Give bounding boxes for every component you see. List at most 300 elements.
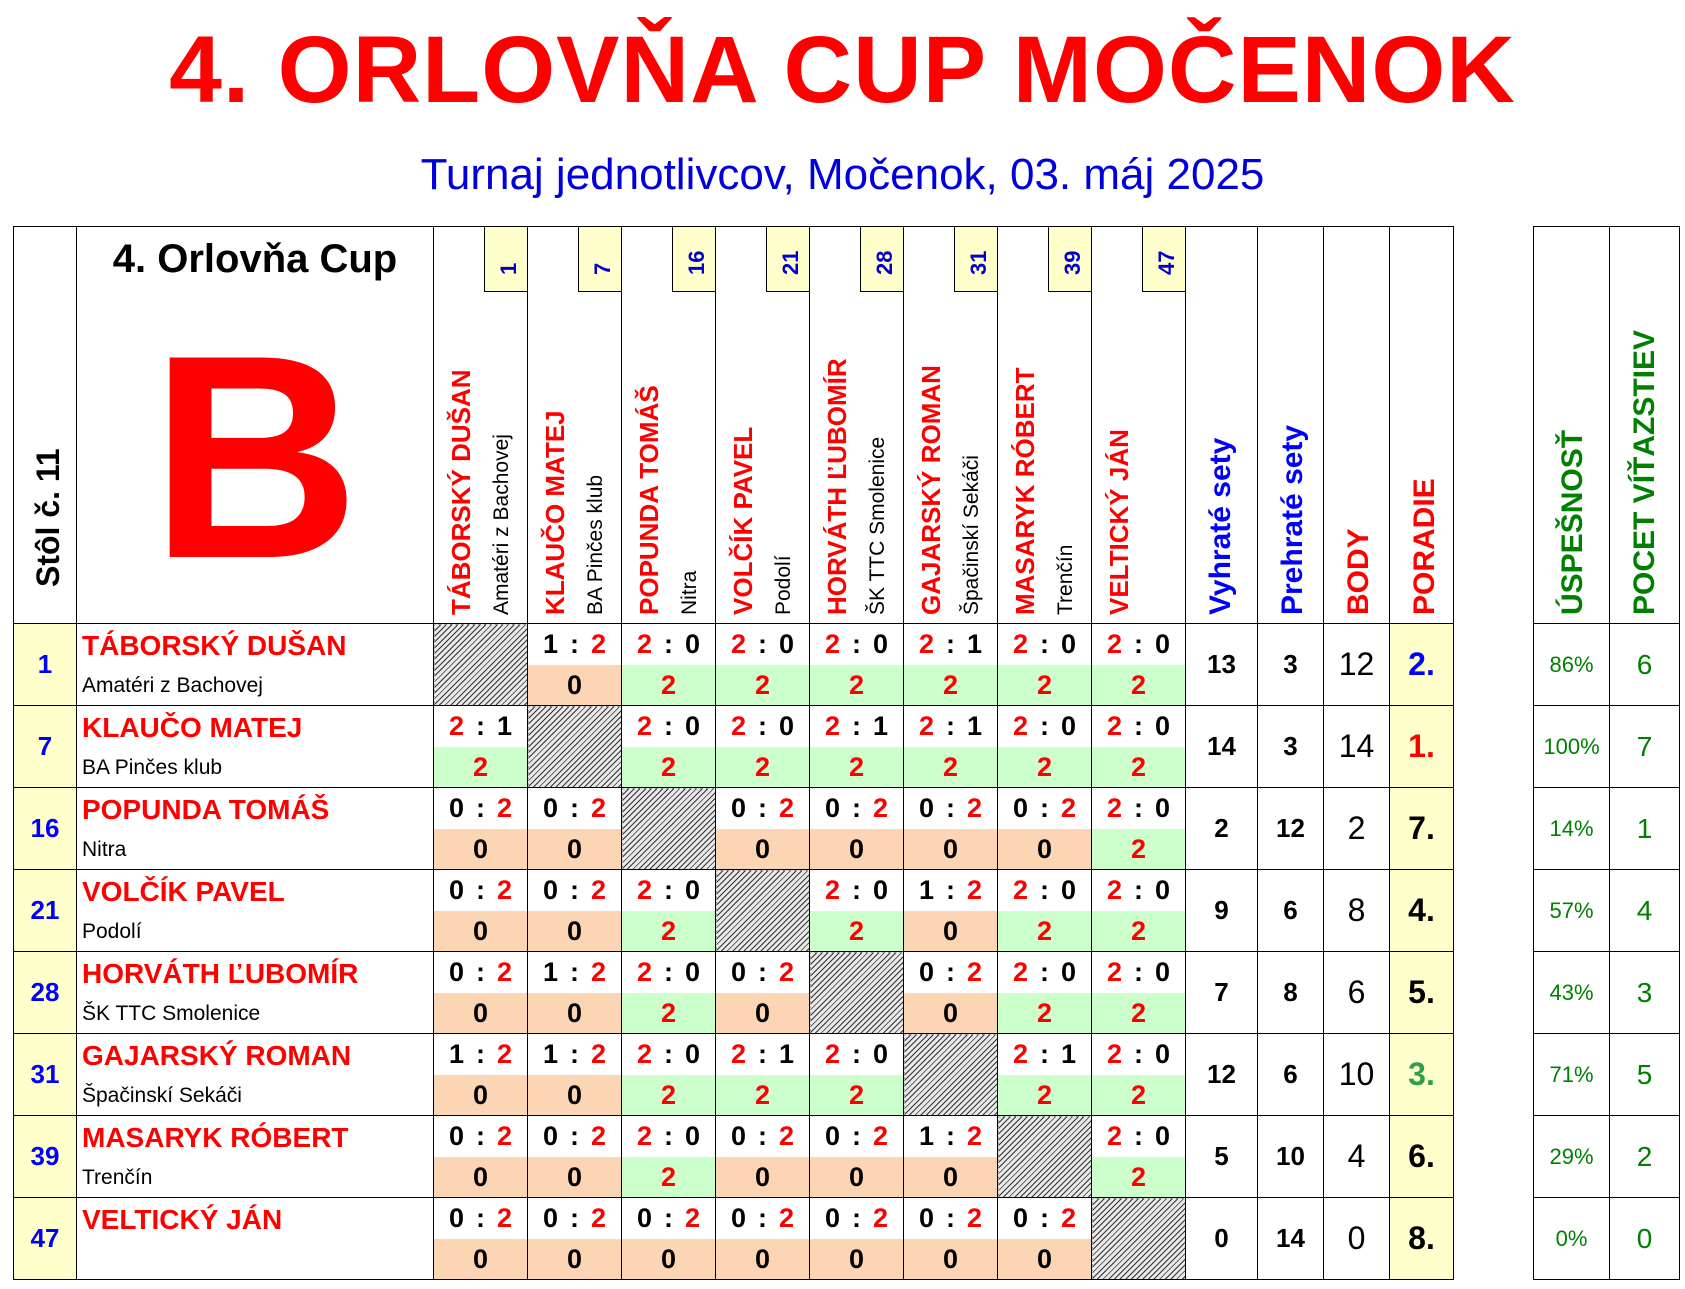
match-score (528, 1198, 621, 1239)
rank: 4. (1390, 870, 1454, 952)
table-row (14, 1116, 1454, 1198)
points: 0 (1324, 1198, 1390, 1280)
sets-against: 0 (1154, 1039, 1171, 1069)
opponent-name: VELTICKÝ JÁN (1104, 429, 1134, 615)
player-number: 21 (14, 870, 77, 952)
player-cell (77, 1116, 434, 1198)
match-points: 2 (998, 747, 1091, 787)
score-separator: : (476, 1121, 485, 1151)
match-points: 0 (528, 665, 621, 705)
lost-sets: 12 (1258, 788, 1324, 870)
sets-for: 0 (448, 875, 465, 905)
match-score (622, 1116, 715, 1157)
sets-against: 2 (496, 875, 513, 905)
match-cell (622, 870, 716, 952)
victory-count: 4 (1610, 870, 1680, 952)
player-cell (77, 788, 434, 870)
victories-header-cell (1610, 227, 1680, 624)
match-score (904, 952, 997, 993)
sets-for: 2 (636, 875, 653, 905)
sets-against: 2 (1060, 793, 1077, 823)
cup-name: 4. Orlovňa Cup (112, 237, 398, 281)
match-points: 2 (622, 993, 715, 1033)
score-separator: : (946, 957, 955, 987)
score-separator: : (570, 629, 579, 659)
match-score (434, 1198, 527, 1239)
player-cell (77, 870, 434, 952)
table-row (14, 870, 1454, 952)
sets-against: 2 (966, 875, 983, 905)
match-points: 2 (998, 911, 1091, 951)
match-points: 2 (810, 747, 903, 787)
opponent-header (716, 227, 810, 624)
match-cell (1092, 1034, 1186, 1116)
sets-for: 2 (636, 711, 653, 741)
match-points: 0 (904, 1239, 997, 1279)
opponent-club: BA Pinčes klub (584, 474, 607, 615)
opponent-number: 1 (496, 262, 521, 275)
table-row (14, 706, 1454, 788)
match-score (528, 1116, 621, 1157)
match-score (622, 1034, 715, 1075)
score-separator: : (852, 1121, 861, 1151)
score-separator: : (852, 1203, 861, 1233)
match-score (1092, 788, 1185, 829)
match-score (998, 706, 1091, 747)
match-score (998, 1034, 1091, 1075)
match-score (622, 706, 715, 747)
score-separator: : (1134, 629, 1143, 659)
opponent-club: Špačinskí Sekáči (960, 455, 983, 615)
victory-count: 3 (1610, 952, 1680, 1034)
victory-count: 0 (1610, 1198, 1680, 1280)
sets-for: 2 (1106, 957, 1123, 987)
score-separator: : (1134, 793, 1143, 823)
opponent-number-box (766, 227, 809, 292)
sets-for: 0 (730, 1203, 747, 1233)
victory-count: 5 (1610, 1034, 1680, 1116)
sets-for: 2 (1012, 1039, 1029, 1069)
match-score (904, 1198, 997, 1239)
score-separator: : (852, 629, 861, 659)
opponent-number: 21 (778, 250, 803, 275)
match-points: 0 (528, 829, 621, 869)
player-number: 31 (14, 1034, 77, 1116)
success-rate: 43% (1534, 952, 1610, 1034)
success-rate: 86% (1534, 624, 1610, 706)
opponent-name: HORVÁTH ĽUBOMÍR (822, 358, 852, 615)
score-separator: : (1040, 793, 1049, 823)
sets-against: 2 (496, 1203, 513, 1233)
match-cell (998, 952, 1092, 1034)
match-score (716, 952, 809, 993)
opponent-club: Amatéri z Bachovej (490, 434, 513, 615)
sets-for: 1 (542, 957, 559, 987)
match-cell (528, 624, 622, 706)
sets-against: 0 (684, 1039, 701, 1069)
match-score (622, 952, 715, 993)
score-separator: : (1040, 875, 1049, 905)
score-separator: : (570, 875, 579, 905)
won-sets: 14 (1186, 706, 1258, 788)
match-points: 0 (998, 1239, 1091, 1279)
match-points: 2 (1092, 829, 1185, 869)
opponent-header (622, 227, 716, 624)
player-cell (77, 624, 434, 706)
match-score (810, 870, 903, 911)
match-points: 2 (810, 1075, 903, 1115)
player-club: BA Pinčes klub (82, 756, 223, 779)
sets-against: 2 (496, 793, 513, 823)
match-points: 0 (810, 1239, 903, 1279)
sets-against: 1 (496, 711, 513, 741)
player-club: Trenčín (82, 1166, 153, 1189)
points-header: BODY (1342, 528, 1375, 615)
match-score (434, 952, 527, 993)
match-points: 0 (434, 829, 527, 869)
match-score (528, 788, 621, 829)
match-score (1092, 952, 1185, 993)
match-cell (904, 1198, 998, 1280)
self-match-cell (1092, 1198, 1186, 1280)
match-score (716, 1198, 809, 1239)
opponent-number-box (1048, 227, 1091, 292)
sets-for: 2 (1106, 711, 1123, 741)
sets-against: 0 (1154, 1121, 1171, 1151)
match-cell (622, 624, 716, 706)
lost-sets: 14 (1258, 1198, 1324, 1280)
sets-for: 2 (636, 1121, 653, 1151)
sets-for: 0 (448, 793, 465, 823)
match-cell (716, 624, 810, 706)
score-separator: : (758, 1121, 767, 1151)
sets-for: 0 (824, 793, 841, 823)
won-sets: 5 (1186, 1116, 1258, 1198)
match-score (528, 952, 621, 993)
opponent-name: KLAUČO MATEJ (540, 410, 570, 615)
match-cell (528, 870, 622, 952)
match-cell (434, 1116, 528, 1198)
match-cell (716, 1116, 810, 1198)
player-cell (77, 706, 434, 788)
rank-header-cell (1390, 227, 1454, 624)
match-cell (998, 624, 1092, 706)
player-name: VELTICKÝ JÁN (82, 1204, 283, 1235)
player-club: Špačinskí Sekáči (82, 1084, 242, 1107)
sets-for: 2 (1106, 1039, 1123, 1069)
match-cell (998, 706, 1092, 788)
score-separator: : (758, 1039, 767, 1069)
match-cell (810, 870, 904, 952)
sets-for: 2 (824, 875, 841, 905)
score-separator: : (758, 711, 767, 741)
score-separator: : (476, 1203, 485, 1233)
match-score (1092, 870, 1185, 911)
stats-row (1534, 952, 1680, 1034)
sets-against: 1 (872, 711, 889, 741)
player-club: Nitra (82, 838, 127, 861)
opponent-name: VOLČÍK PAVEL (728, 426, 758, 615)
score-separator: : (570, 1039, 579, 1069)
sets-against: 2 (590, 629, 607, 659)
match-cell (716, 1198, 810, 1280)
sets-against: 2 (496, 1121, 513, 1151)
score-separator: : (852, 1039, 861, 1069)
score-separator: : (1040, 711, 1049, 741)
sets-for: 0 (918, 793, 935, 823)
player-number: 16 (14, 788, 77, 870)
group-cell (77, 227, 434, 624)
sets-for: 2 (1106, 793, 1123, 823)
sets-against: 2 (778, 793, 795, 823)
match-points: 0 (904, 1157, 997, 1197)
match-points: 0 (716, 1239, 809, 1279)
sets-against: 2 (872, 793, 889, 823)
opponent-number: 16 (684, 250, 709, 275)
score-separator: : (476, 711, 485, 741)
match-score (622, 1198, 715, 1239)
sets-against: 2 (496, 957, 513, 987)
lost-sets: 10 (1258, 1116, 1324, 1198)
group-letter: B (150, 295, 360, 619)
sets-against: 2 (684, 1203, 701, 1233)
sets-against: 0 (1154, 711, 1171, 741)
score-separator: : (1134, 1121, 1143, 1151)
sets-for: 0 (730, 1121, 747, 1151)
sets-for: 0 (730, 957, 747, 987)
opponent-number-box (1142, 227, 1185, 292)
sets-against: 0 (1154, 875, 1171, 905)
match-points: 2 (622, 665, 715, 705)
opponent-name: GAJARSKÝ ROMAN (916, 365, 946, 615)
score-separator: : (664, 711, 673, 741)
player-club: Amatéri z Bachovej (82, 674, 263, 697)
sets-against: 0 (1154, 793, 1171, 823)
score-separator: : (1134, 1039, 1143, 1069)
match-points: 2 (1092, 911, 1185, 951)
player-number: 7 (14, 706, 77, 788)
points: 12 (1324, 624, 1390, 706)
score-separator: : (946, 1121, 955, 1151)
score-separator: : (476, 957, 485, 987)
opponent-club: Podolí (772, 555, 795, 615)
sets-for: 2 (1012, 875, 1029, 905)
stats-row (1534, 624, 1680, 706)
points-header-cell (1324, 227, 1390, 624)
sets-against: 2 (966, 793, 983, 823)
victories-header: POCET VÍŤAZSTIEV (1628, 329, 1661, 615)
match-points: 2 (810, 911, 903, 951)
match-cell (622, 706, 716, 788)
opponent-club: ŠK TTC Smolenice (866, 436, 889, 615)
rank: 8. (1390, 1198, 1454, 1280)
match-score (528, 624, 621, 665)
table-row (14, 1198, 1454, 1280)
sets-for: 0 (542, 1121, 559, 1151)
self-match-cell (434, 624, 528, 706)
player-name: MASARYK RÓBERT (82, 1122, 349, 1153)
player-cell (77, 1198, 434, 1280)
match-score (434, 788, 527, 829)
match-score (528, 1034, 621, 1075)
sets-against: 0 (684, 1121, 701, 1151)
sets-against: 2 (966, 1203, 983, 1233)
sets-against: 0 (684, 875, 701, 905)
rank: 1. (1390, 706, 1454, 788)
opponent-header (528, 227, 622, 624)
match-score (998, 870, 1091, 911)
score-separator: : (664, 875, 673, 905)
victory-count: 1 (1610, 788, 1680, 870)
victory-count: 6 (1610, 624, 1680, 706)
sets-for: 0 (824, 1203, 841, 1233)
match-cell (528, 1198, 622, 1280)
sets-for: 2 (730, 629, 747, 659)
match-score (716, 1116, 809, 1157)
sets-for: 0 (1012, 793, 1029, 823)
sets-for: 1 (918, 1121, 935, 1151)
stats-row (1534, 788, 1680, 870)
won-sets: 7 (1186, 952, 1258, 1034)
player-cell (77, 1034, 434, 1116)
match-points: 0 (434, 911, 527, 951)
score-separator: : (946, 875, 955, 905)
match-cell (1092, 788, 1186, 870)
match-cell (434, 870, 528, 952)
rank: 6. (1390, 1116, 1454, 1198)
match-points: 0 (716, 829, 809, 869)
match-cell (904, 952, 998, 1034)
sets-against: 0 (684, 629, 701, 659)
points: 10 (1324, 1034, 1390, 1116)
match-cell (434, 952, 528, 1034)
rank-header: PORADIE (1408, 478, 1441, 615)
stats-table (1533, 226, 1680, 1280)
match-score (998, 1198, 1091, 1239)
match-score (716, 706, 809, 747)
score-separator: : (946, 629, 955, 659)
match-score (1092, 624, 1185, 665)
match-points: 0 (998, 829, 1091, 869)
won-sets: 13 (1186, 624, 1258, 706)
sets-for: 0 (448, 1121, 465, 1151)
score-separator: : (946, 711, 955, 741)
match-cell (434, 1034, 528, 1116)
score-separator: : (758, 1203, 767, 1233)
match-cell (622, 952, 716, 1034)
match-points: 2 (810, 665, 903, 705)
match-points: 0 (528, 1157, 621, 1197)
score-separator: : (664, 629, 673, 659)
match-cell (528, 1116, 622, 1198)
sets-for: 2 (730, 1039, 747, 1069)
won-sets: 12 (1186, 1034, 1258, 1116)
won-header-cell (1186, 227, 1258, 624)
table-row (14, 788, 1454, 870)
match-points: 2 (998, 993, 1091, 1033)
match-points: 2 (622, 1157, 715, 1197)
match-points: 0 (434, 1157, 527, 1197)
match-points: 2 (622, 911, 715, 951)
match-points: 2 (716, 665, 809, 705)
player-name: TÁBORSKÝ DUŠAN (82, 630, 347, 661)
points: 2 (1324, 788, 1390, 870)
opponent-club: Trenčín (1054, 544, 1077, 615)
match-score (622, 624, 715, 665)
sets-for: 1 (918, 875, 935, 905)
score-separator: : (1040, 629, 1049, 659)
match-score (1092, 706, 1185, 747)
match-score (528, 870, 621, 911)
sets-against: 0 (1060, 629, 1077, 659)
sets-against: 0 (872, 629, 889, 659)
success-rate: 71% (1534, 1034, 1610, 1116)
sets-against: 2 (778, 957, 795, 987)
match-cell (716, 1034, 810, 1116)
score-separator: : (758, 793, 767, 823)
sets-for: 2 (824, 711, 841, 741)
match-cell (810, 1034, 904, 1116)
score-separator: : (758, 629, 767, 659)
sets-for: 2 (1106, 875, 1123, 905)
player-number: 47 (14, 1198, 77, 1280)
score-separator: : (1134, 875, 1143, 905)
lost-sets: 6 (1258, 870, 1324, 952)
match-cell (998, 870, 1092, 952)
opponent-number: 28 (872, 250, 897, 275)
sets-for: 0 (918, 1203, 935, 1233)
match-cell (810, 706, 904, 788)
sets-against: 2 (872, 1121, 889, 1151)
match-points: 2 (904, 665, 997, 705)
match-cell (1092, 624, 1186, 706)
match-score (716, 624, 809, 665)
table-row (14, 952, 1454, 1034)
self-match-cell (904, 1034, 998, 1116)
score-separator: : (1134, 711, 1143, 741)
sets-against: 0 (1060, 711, 1077, 741)
match-cell (716, 788, 810, 870)
match-points: 0 (810, 1157, 903, 1197)
sets-for: 2 (730, 711, 747, 741)
score-separator: : (570, 957, 579, 987)
match-score (998, 952, 1091, 993)
page-title: 4. ORLOVŇA CUP MOČENOK (169, 17, 1516, 123)
opponent-name: TÁBORSKÝ DUŠAN (446, 369, 476, 615)
sets-for: 0 (542, 793, 559, 823)
victory-count: 2 (1610, 1116, 1680, 1198)
sets-against: 2 (872, 1203, 889, 1233)
match-cell (810, 788, 904, 870)
match-cell (1092, 870, 1186, 952)
sets-against: 0 (1154, 957, 1171, 987)
opponent-header (998, 227, 1092, 624)
opponent-name: MASARYK RÓBERT (1010, 367, 1040, 615)
page-subtitle: Turnaj jednotlivcov, Močenok, 03. máj 2025 (420, 150, 1265, 199)
opponent-number: 31 (966, 250, 991, 275)
sets-against: 2 (778, 1203, 795, 1233)
score-separator: : (664, 1039, 673, 1069)
player-number: 1 (14, 624, 77, 706)
opponent-header (1092, 227, 1186, 624)
match-score (434, 1034, 527, 1075)
success-rate: 57% (1534, 870, 1610, 952)
player-name: VOLČÍK PAVEL (82, 876, 285, 907)
success-rate: 14% (1534, 788, 1610, 870)
match-points: 2 (1092, 665, 1185, 705)
sets-for: 2 (1106, 1121, 1123, 1151)
sets-against: 2 (966, 957, 983, 987)
